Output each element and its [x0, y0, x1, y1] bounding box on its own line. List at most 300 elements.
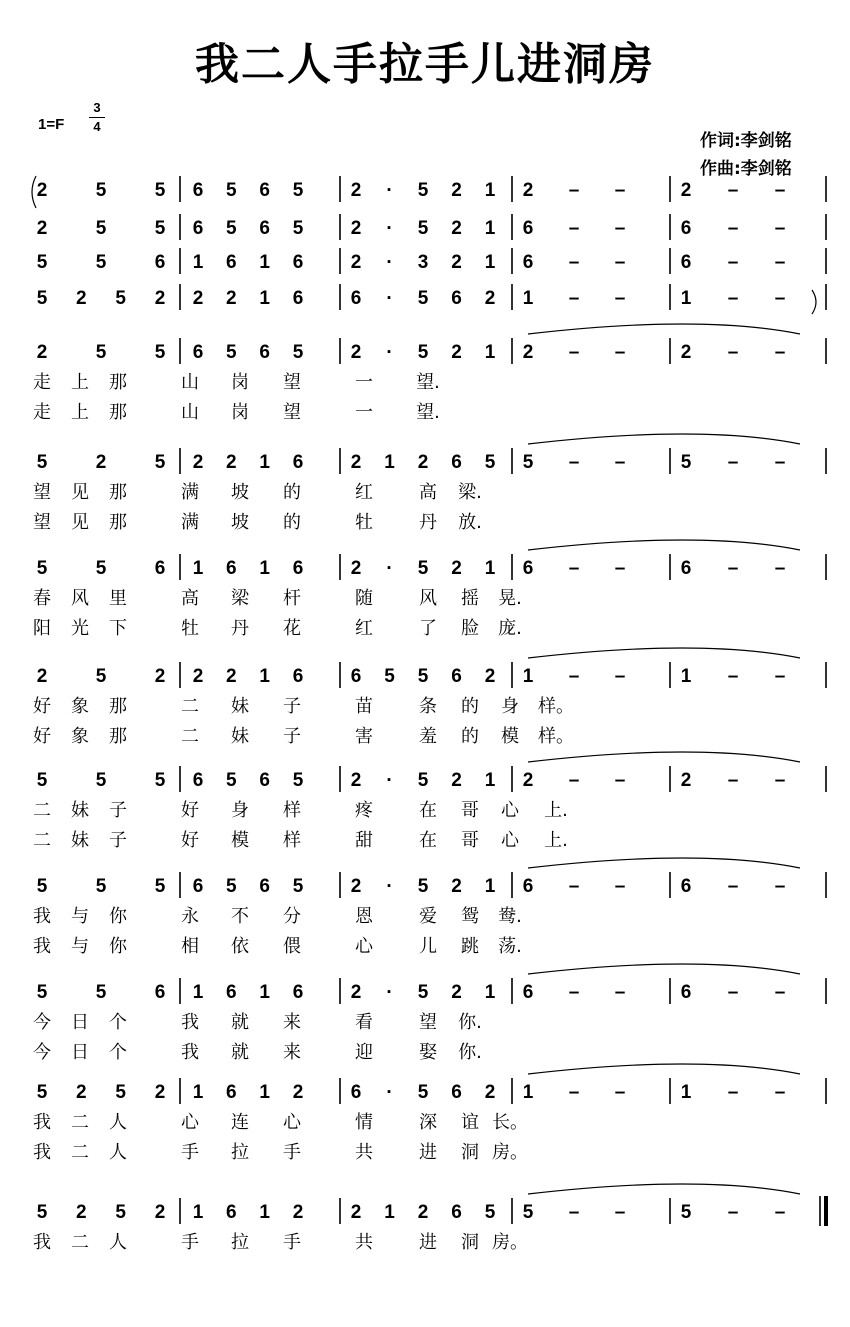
- lyric-char: 我: [33, 1232, 51, 1253]
- note: 1: [259, 288, 270, 309]
- lyric-char: 那: [109, 512, 127, 533]
- note: 5: [680, 452, 692, 473]
- lyric-char: 妹: [231, 726, 249, 747]
- note: 6: [451, 1202, 462, 1223]
- lyric-char: 坡: [231, 482, 249, 503]
- note: 6: [292, 452, 304, 473]
- time-signature-top: 3: [93, 100, 101, 115]
- note: 5: [417, 342, 429, 363]
- note: 2: [350, 558, 362, 579]
- lyric-char: 了: [419, 618, 437, 639]
- lyric-char: 手: [283, 1142, 301, 1163]
- lyric-char: 那: [109, 402, 127, 423]
- lyric-char: 二: [33, 830, 51, 851]
- lyric-char: 那: [109, 726, 127, 747]
- note: 2: [36, 218, 48, 239]
- lyric-char: 永: [181, 906, 199, 927]
- lyric-char: 满: [181, 512, 199, 533]
- note: 6: [680, 982, 692, 1003]
- note: 2: [36, 342, 48, 363]
- note: 5: [95, 342, 107, 363]
- lyric-char: 摇: [461, 588, 479, 609]
- note: 6: [451, 666, 462, 687]
- note: 5: [154, 218, 166, 239]
- note: 2: [292, 1202, 304, 1223]
- note: 6: [350, 666, 362, 687]
- lyric-char: 望.: [416, 372, 440, 393]
- dash-note: –: [614, 452, 626, 473]
- lyric-char: 子: [109, 800, 127, 821]
- lyric-char: 坡: [231, 512, 249, 533]
- lyric-char: 儿: [419, 936, 437, 957]
- note: 6: [522, 558, 534, 579]
- lyric-char: 我: [33, 906, 51, 927]
- lyric-char: 二: [181, 696, 199, 717]
- lyric-char: 苗: [355, 696, 373, 717]
- note: 1: [484, 558, 496, 579]
- tie-arc: [528, 858, 800, 868]
- composer-credit: 作曲:李剑铭: [700, 159, 792, 179]
- lyric-char: 牡: [355, 512, 373, 533]
- lyric-char: 妹: [231, 696, 249, 717]
- lyric-char: 妹: [71, 800, 89, 821]
- lyric-char: 丹: [231, 618, 249, 639]
- note: 2: [76, 1202, 87, 1223]
- note: 6: [292, 288, 304, 309]
- lyric-char: 晃.: [498, 588, 522, 609]
- dash-note: –: [568, 452, 580, 473]
- note: 6: [259, 180, 270, 201]
- note: 6: [451, 452, 462, 473]
- lyric-char: 拉: [231, 1142, 249, 1163]
- lyric-char: 见: [71, 482, 89, 503]
- lyric-char: 高: [419, 482, 437, 503]
- dash-note: –: [614, 252, 626, 273]
- lyric-char: 鸯.: [498, 906, 522, 927]
- note: 6: [292, 558, 304, 579]
- lyric-char: 上.: [544, 830, 568, 851]
- lyric-char: 风: [71, 588, 89, 609]
- note: 6: [522, 876, 534, 897]
- note: 2: [680, 342, 692, 363]
- lyric-char: 脸: [461, 618, 479, 639]
- note: 6: [259, 876, 270, 897]
- lyric-char: 洞: [461, 1142, 479, 1163]
- lyric-char: 子: [283, 696, 301, 717]
- note: 5: [154, 180, 166, 201]
- note: 5: [226, 180, 237, 201]
- note: 2: [350, 770, 362, 791]
- lyric-char: 模: [501, 726, 519, 747]
- dash-note: –: [568, 982, 580, 1003]
- dash-note: –: [614, 218, 626, 239]
- dash-note: –: [774, 288, 786, 309]
- dash-note: –: [774, 1082, 786, 1103]
- note: 6: [226, 1082, 237, 1103]
- note: ·: [386, 288, 393, 309]
- lyric-char: 手: [181, 1232, 199, 1253]
- note: 2: [484, 1082, 496, 1103]
- lyricist-credit: 作词:李剑铭: [700, 131, 792, 151]
- note: ·: [386, 876, 393, 897]
- dash-note: –: [774, 452, 786, 473]
- note: 6: [226, 982, 237, 1003]
- dash-note: –: [614, 288, 626, 309]
- dash-note: –: [727, 666, 739, 687]
- note: ·: [386, 342, 393, 363]
- note: 1: [484, 982, 496, 1003]
- lyric-char: 情: [355, 1112, 373, 1133]
- note: 5: [95, 180, 107, 201]
- note: 5: [36, 558, 48, 579]
- note: 5: [95, 982, 107, 1003]
- note: 5: [226, 218, 237, 239]
- lyric-char: 就: [231, 1012, 249, 1033]
- note: 1: [259, 558, 270, 579]
- tie-arc: [528, 648, 800, 658]
- note: 2: [95, 452, 107, 473]
- note: 6: [292, 666, 304, 687]
- note: 6: [154, 982, 166, 1003]
- dash-note: –: [614, 558, 626, 579]
- lyric-char: 放.: [458, 512, 482, 533]
- dash-note: –: [614, 180, 626, 201]
- note: 1: [259, 982, 270, 1003]
- tie-arc: [528, 1064, 800, 1074]
- lyric-char: 就: [231, 1042, 249, 1063]
- tie-arc: [528, 540, 800, 550]
- lyric-char: 依: [231, 936, 249, 957]
- note: 5: [95, 666, 107, 687]
- note: ·: [386, 252, 393, 273]
- note: 5: [417, 1082, 429, 1103]
- note: 2: [451, 180, 462, 201]
- note: 6: [259, 770, 270, 791]
- note: 2: [226, 288, 237, 309]
- lyric-char: 二: [33, 800, 51, 821]
- lyric-char: 牡: [181, 618, 199, 639]
- dash-note: –: [727, 218, 739, 239]
- dash-note: –: [568, 252, 580, 273]
- dash-note: –: [727, 982, 739, 1003]
- note: 2: [350, 342, 362, 363]
- dash-note: –: [774, 252, 786, 273]
- note: 2: [154, 1082, 166, 1103]
- note: 5: [226, 342, 237, 363]
- lyric-char: 手: [283, 1232, 301, 1253]
- lyric-char: 子: [109, 830, 127, 851]
- lyric-char: 跳: [461, 936, 479, 957]
- note: 2: [36, 666, 48, 687]
- dash-note: –: [614, 1082, 626, 1103]
- note: 5: [292, 342, 304, 363]
- lyric-char: 今: [33, 1042, 51, 1063]
- lyric-char: 山: [181, 372, 199, 393]
- note: 1: [384, 452, 395, 473]
- dash-note: –: [614, 666, 626, 687]
- lyric-char: 一: [355, 372, 373, 393]
- lyric-char: 哥: [461, 830, 479, 851]
- note: 6: [522, 252, 534, 273]
- lyric-char: 走: [33, 402, 51, 423]
- dash-note: –: [727, 342, 739, 363]
- lyric-char: 偎: [283, 936, 301, 957]
- note: 6: [259, 342, 270, 363]
- dash-note: –: [568, 180, 580, 201]
- lyric-char: 你: [109, 936, 127, 957]
- lyric-char: 荡.: [498, 936, 522, 957]
- note: 2: [154, 1202, 166, 1223]
- note: 6: [154, 252, 166, 273]
- lyric-char: 样。: [538, 696, 574, 717]
- lyric-char: 好: [181, 830, 199, 851]
- lyric-char: 来: [283, 1012, 301, 1033]
- note: 5: [154, 452, 166, 473]
- lyric-char: 心: [181, 1112, 199, 1133]
- lyric-char: 好: [33, 726, 51, 747]
- note: 5: [115, 1202, 126, 1223]
- dash-note: –: [727, 558, 739, 579]
- lyric-char: 房。: [492, 1142, 528, 1163]
- lyric-char: 样: [283, 830, 301, 851]
- note: ·: [386, 558, 393, 579]
- dash-note: –: [568, 288, 580, 309]
- lyric-char: 身: [501, 696, 519, 717]
- lyric-char: 长。: [492, 1112, 528, 1133]
- dash-note: –: [727, 252, 739, 273]
- note: 5: [417, 288, 429, 309]
- lyric-char: 满: [181, 482, 199, 503]
- note: 2: [350, 180, 362, 201]
- lyric-char: 阳: [33, 618, 51, 639]
- note: 5: [36, 1202, 48, 1223]
- tie-arc: [528, 964, 800, 974]
- note: 2: [451, 770, 462, 791]
- note: 2: [192, 452, 204, 473]
- lyric-char: 今: [33, 1012, 51, 1033]
- note: 6: [350, 288, 362, 309]
- lyric-char: 子: [283, 726, 301, 747]
- note: 2: [76, 288, 87, 309]
- lyric-char: 哥: [461, 800, 479, 821]
- dash-note: –: [774, 666, 786, 687]
- note: 6: [292, 982, 304, 1003]
- lyric-char: 拉: [231, 1232, 249, 1253]
- key-signature: 1=F: [38, 116, 65, 133]
- note: 1: [484, 252, 496, 273]
- note: 5: [417, 876, 429, 897]
- note: 5: [417, 180, 429, 201]
- lyric-char: 望: [283, 402, 301, 423]
- lyric-char: 迎: [355, 1042, 373, 1063]
- lyric-char: 洞: [461, 1232, 479, 1253]
- note: 2: [76, 1082, 87, 1103]
- dash-note: –: [568, 1082, 580, 1103]
- lyric-char: 深: [419, 1112, 437, 1133]
- note: 6: [451, 1082, 462, 1103]
- dash-note: –: [568, 1202, 580, 1223]
- lyric-char: 甜: [355, 830, 373, 851]
- note: 5: [522, 452, 534, 473]
- lyric-char: 春: [33, 588, 51, 609]
- lyric-char: 手: [181, 1142, 199, 1163]
- lyric-char: 望: [283, 372, 301, 393]
- note: 1: [522, 288, 534, 309]
- lyric-char: 在: [419, 830, 437, 851]
- note: 6: [192, 342, 204, 363]
- note: 5: [292, 770, 304, 791]
- note: ·: [386, 180, 393, 201]
- note: 5: [484, 452, 496, 473]
- lyric-char: 杆: [283, 588, 301, 609]
- note: 2: [350, 252, 362, 273]
- note: 2: [350, 218, 362, 239]
- lyric-char: 模: [231, 830, 249, 851]
- lyric-char: 花: [283, 618, 301, 639]
- dash-note: –: [774, 770, 786, 791]
- note: 5: [384, 666, 395, 687]
- note: 2: [451, 558, 462, 579]
- dash-note: –: [727, 876, 739, 897]
- note: 1: [259, 1202, 270, 1223]
- dash-note: –: [727, 180, 739, 201]
- dash-note: –: [727, 452, 739, 473]
- dash-note: –: [614, 770, 626, 791]
- dash-note: –: [774, 982, 786, 1003]
- note: 2: [192, 666, 204, 687]
- lyric-char: 那: [109, 482, 127, 503]
- lyric-char: 人: [109, 1232, 127, 1253]
- lyric-char: 疼: [355, 800, 373, 821]
- lyric-char: 的: [461, 726, 479, 747]
- note: 5: [95, 876, 107, 897]
- lyric-char: 下: [109, 618, 127, 639]
- note: 2: [226, 452, 237, 473]
- repeat-bracket: [812, 290, 816, 314]
- note: 6: [192, 180, 204, 201]
- note: 6: [226, 252, 237, 273]
- lyric-char: 恩: [355, 906, 373, 927]
- lyric-char: 羞: [419, 726, 437, 747]
- dash-note: –: [614, 982, 626, 1003]
- note: 2: [417, 1202, 429, 1223]
- lyric-char: 爱: [419, 906, 437, 927]
- note: 1: [259, 666, 270, 687]
- lyric-char: 风: [419, 588, 437, 609]
- lyric-char: 我: [181, 1012, 199, 1033]
- note: 6: [680, 558, 692, 579]
- dash-note: –: [614, 342, 626, 363]
- note: ·: [386, 770, 393, 791]
- note: 6: [680, 252, 692, 273]
- note: 1: [522, 1082, 534, 1103]
- note: 1: [259, 252, 270, 273]
- lyric-char: 我: [33, 936, 51, 957]
- lyric-char: 与: [71, 936, 89, 957]
- note: 1: [484, 180, 496, 201]
- note: 6: [350, 1082, 362, 1103]
- note: 2: [680, 770, 692, 791]
- lyric-char: 与: [71, 906, 89, 927]
- note: ·: [386, 218, 393, 239]
- note: 1: [384, 1202, 395, 1223]
- note: 2: [680, 180, 692, 201]
- dash-note: –: [774, 342, 786, 363]
- lyric-char: 日: [71, 1042, 89, 1063]
- lyric-char: 好: [33, 696, 51, 717]
- lyric-char: 进: [419, 1232, 437, 1253]
- note: 5: [95, 218, 107, 239]
- lyric-char: 好: [181, 800, 199, 821]
- lyric-char: 随: [355, 588, 373, 609]
- lyric-char: 上.: [544, 800, 568, 821]
- note: 5: [36, 452, 48, 473]
- note: 6: [522, 982, 534, 1003]
- lyric-char: 一: [355, 402, 373, 423]
- lyric-char: 那: [109, 696, 127, 717]
- note: ·: [386, 1082, 393, 1103]
- note: 5: [95, 252, 107, 273]
- dash-note: –: [614, 876, 626, 897]
- lyric-char: 望: [33, 512, 51, 533]
- lyric-char: 害: [355, 726, 373, 747]
- lyric-char: 二: [71, 1232, 89, 1253]
- lyric-char: 样: [283, 800, 301, 821]
- lyric-char: 心: [355, 936, 373, 957]
- lyric-char: 那: [109, 372, 127, 393]
- note: 1: [192, 558, 204, 579]
- lyric-char: 共: [355, 1232, 373, 1253]
- note: 5: [95, 558, 107, 579]
- note: 2: [350, 876, 362, 897]
- dash-note: –: [568, 876, 580, 897]
- note: 6: [192, 770, 204, 791]
- lyric-char: 象: [71, 726, 89, 747]
- note: 1: [484, 770, 496, 791]
- lyric-char: 我: [181, 1042, 199, 1063]
- note: 2: [484, 666, 496, 687]
- lyric-char: 庞.: [498, 618, 522, 639]
- note: 5: [36, 982, 48, 1003]
- note: 1: [192, 1082, 204, 1103]
- note: 5: [417, 982, 429, 1003]
- lyric-char: 丹: [419, 512, 437, 533]
- lyric-char: 的: [283, 482, 301, 503]
- note: 5: [36, 876, 48, 897]
- note: 2: [154, 288, 166, 309]
- note: 5: [36, 770, 48, 791]
- note: 5: [154, 342, 166, 363]
- note: 5: [680, 1202, 692, 1223]
- dash-note: –: [568, 666, 580, 687]
- lyric-char: 的: [461, 696, 479, 717]
- lyric-char: 人: [109, 1142, 127, 1163]
- note: 1: [259, 1082, 270, 1103]
- note: 2: [451, 982, 462, 1003]
- note: 2: [226, 666, 237, 687]
- lyric-char: 二: [71, 1142, 89, 1163]
- note: 2: [36, 180, 48, 201]
- dash-note: –: [774, 558, 786, 579]
- lyric-char: 条: [419, 696, 437, 717]
- note: 2: [522, 342, 534, 363]
- lyric-char: 梁.: [458, 482, 482, 503]
- lyric-char: 看: [355, 1012, 373, 1033]
- dash-note: –: [727, 1202, 739, 1223]
- lyric-char: 你: [109, 906, 127, 927]
- note: 2: [451, 218, 462, 239]
- lyric-char: 岗: [231, 402, 249, 423]
